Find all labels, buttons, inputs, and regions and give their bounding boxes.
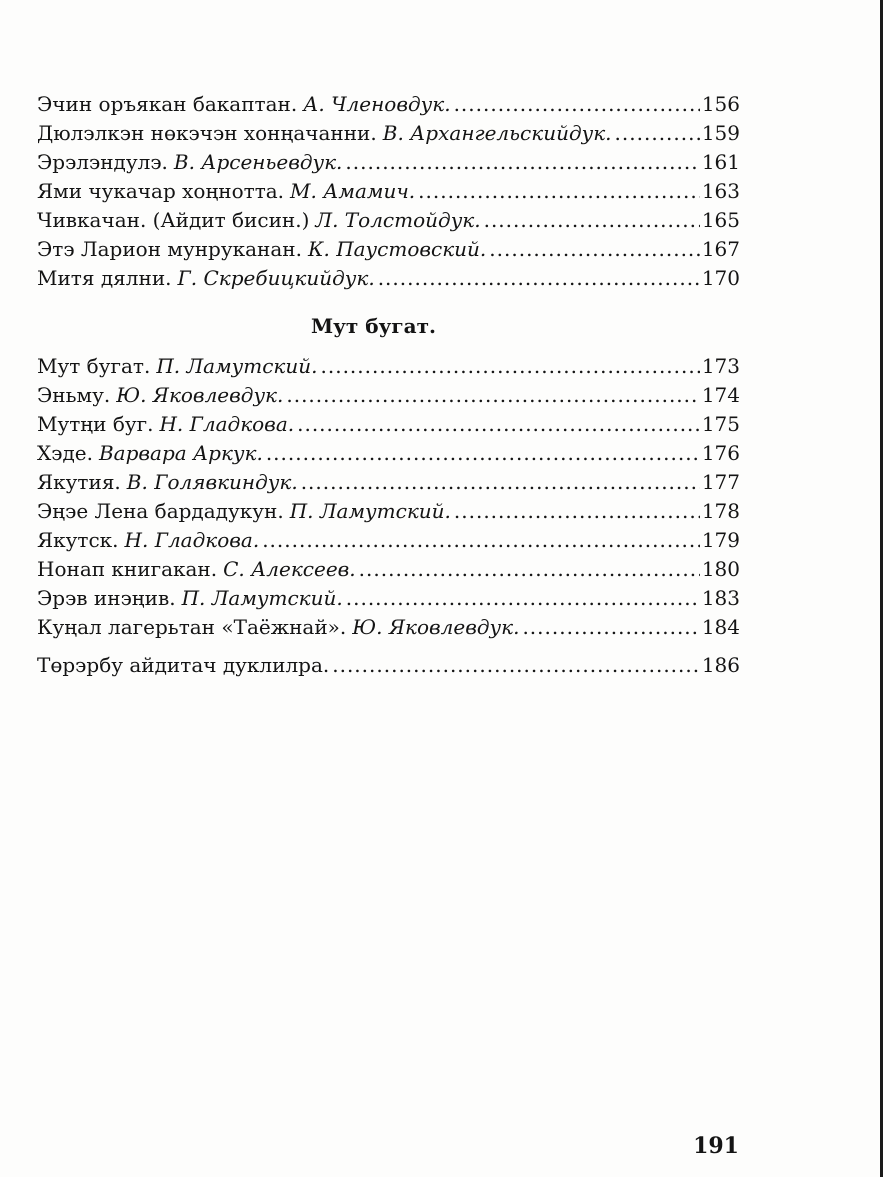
entry-title: Эчин оръякан бакаптан. xyxy=(37,92,298,116)
dot-leader xyxy=(454,497,700,526)
entry-author: Ю. Яковлевдук. xyxy=(352,615,520,639)
toc-group-3 xyxy=(37,651,740,680)
entry-page-number: 177 xyxy=(701,470,740,494)
dot-leader xyxy=(484,206,700,235)
dot-leader xyxy=(522,613,699,642)
toc-entry[interactable] xyxy=(37,90,740,119)
dot-leader xyxy=(262,526,700,555)
dot-leader xyxy=(359,555,700,584)
toc-entry[interactable] xyxy=(37,651,740,680)
toc-entry[interactable] xyxy=(37,613,740,642)
entry-title: Нонап книгакан. xyxy=(37,557,218,581)
entry-title: Төрэрбу айдитач дуклилра. xyxy=(37,653,330,677)
entry-page-number: 170 xyxy=(701,266,740,290)
entry-author: В. Архангельскийдук. xyxy=(382,121,612,145)
entry-author: Н. Гладкова. xyxy=(159,412,295,436)
entry-author: Г. Скребицкийдук. xyxy=(177,266,375,290)
entry-author: Варвара Аркук. xyxy=(98,441,263,465)
entry-title: Мут бугат. xyxy=(37,354,151,378)
entry-title: Эңэе Лена бардадукун. xyxy=(37,499,284,523)
entry-title: Якутск. xyxy=(37,528,119,552)
entry-page-number: 156 xyxy=(701,92,740,116)
toc-entry[interactable] xyxy=(37,497,740,526)
dot-leader xyxy=(301,468,700,497)
entry-page-number: 186 xyxy=(701,653,740,677)
dot-leader xyxy=(454,90,700,119)
toc-entry[interactable] xyxy=(37,468,740,497)
entry-author: В. Арсеньевдук. xyxy=(173,150,343,174)
entry-author: М. Амамич. xyxy=(290,179,416,203)
toc-entry[interactable] xyxy=(37,410,740,439)
dot-leader xyxy=(297,410,700,439)
toc-entry[interactable] xyxy=(37,555,740,584)
entry-author: П. Ламутский. xyxy=(289,499,451,523)
group-spacer xyxy=(37,642,740,651)
entry-author: Л. Толстойдук. xyxy=(315,208,481,232)
entry-page-number: 163 xyxy=(701,179,740,203)
toc-entry[interactable] xyxy=(37,148,740,177)
section-heading: Мут бугат. xyxy=(310,314,436,338)
entry-author: С. Алексеев. xyxy=(223,557,356,581)
entry-title: Якутия. xyxy=(37,470,121,494)
entry-page-number: 159 xyxy=(701,121,740,145)
toc-entry[interactable] xyxy=(37,526,740,555)
dot-leader xyxy=(321,352,700,381)
entry-title: Эрэлэндулэ. xyxy=(37,150,168,174)
toc-entry[interactable] xyxy=(37,206,740,235)
entry-title: Мутңи буг. xyxy=(37,412,154,436)
table-of-contents xyxy=(37,90,740,680)
page-number: 191 xyxy=(693,1133,739,1159)
entry-title: Дюлэлкэн нөкэчэн хонңачанни. xyxy=(37,121,377,145)
entry-title: Митя дялни. xyxy=(37,266,172,290)
dot-leader xyxy=(489,235,700,264)
dot-leader xyxy=(346,584,700,613)
entry-title: Чивкачан. (Айдит бисин.) xyxy=(37,208,310,232)
dot-leader xyxy=(345,148,699,177)
toc-entry[interactable] xyxy=(37,352,740,381)
entry-author: К. Паустовский. xyxy=(308,237,487,261)
dot-leader xyxy=(266,439,700,468)
toc-group-2 xyxy=(37,352,740,642)
entry-title: Эрэв инэңив. xyxy=(37,586,176,610)
toc-entry[interactable] xyxy=(37,264,740,293)
entry-page-number: 174 xyxy=(701,383,740,407)
entry-title: Эньму. xyxy=(37,383,111,407)
entry-author: Н. Гладкова. xyxy=(124,528,260,552)
entry-page-number: 161 xyxy=(701,150,740,174)
entry-title: Хэде. xyxy=(37,441,93,465)
entry-page-number: 183 xyxy=(701,586,740,610)
entry-author: Ю. Яковлевдук. xyxy=(116,383,284,407)
entry-author: В. Голявкиндук. xyxy=(126,470,298,494)
toc-entry[interactable] xyxy=(37,439,740,468)
entry-title: Этэ Ларион мунруканан. xyxy=(37,237,302,261)
entry-author: П. Ламутский. xyxy=(156,354,318,378)
toc-entry[interactable] xyxy=(37,119,740,148)
toc-entry[interactable] xyxy=(37,235,740,264)
entry-page-number: 173 xyxy=(701,354,740,378)
entry-page-number: 180 xyxy=(701,557,740,581)
entry-page-number: 178 xyxy=(701,499,740,523)
entry-author: А. Членовдук. xyxy=(303,92,451,116)
dot-leader xyxy=(286,381,699,410)
entry-title: Куңал лагерьтан «Таёжнай». xyxy=(37,615,347,639)
toc-entry[interactable] xyxy=(37,381,740,410)
entry-page-number: 165 xyxy=(701,208,740,232)
entry-page-number: 184 xyxy=(701,615,740,639)
entry-page-number: 179 xyxy=(701,528,740,552)
entry-page-number: 175 xyxy=(701,412,740,436)
toc-entry[interactable] xyxy=(37,584,740,613)
entry-author: П. Ламутский. xyxy=(181,586,343,610)
toc-entry[interactable] xyxy=(37,177,740,206)
toc-group-1 xyxy=(37,90,740,293)
entry-page-number: 167 xyxy=(701,237,740,261)
entry-page-number: 176 xyxy=(701,441,740,465)
dot-leader xyxy=(418,177,700,206)
entry-title: Ями чукачар хоңнотта. xyxy=(37,179,285,203)
dot-leader xyxy=(332,651,700,680)
dot-leader xyxy=(378,264,700,293)
dot-leader xyxy=(615,119,700,148)
